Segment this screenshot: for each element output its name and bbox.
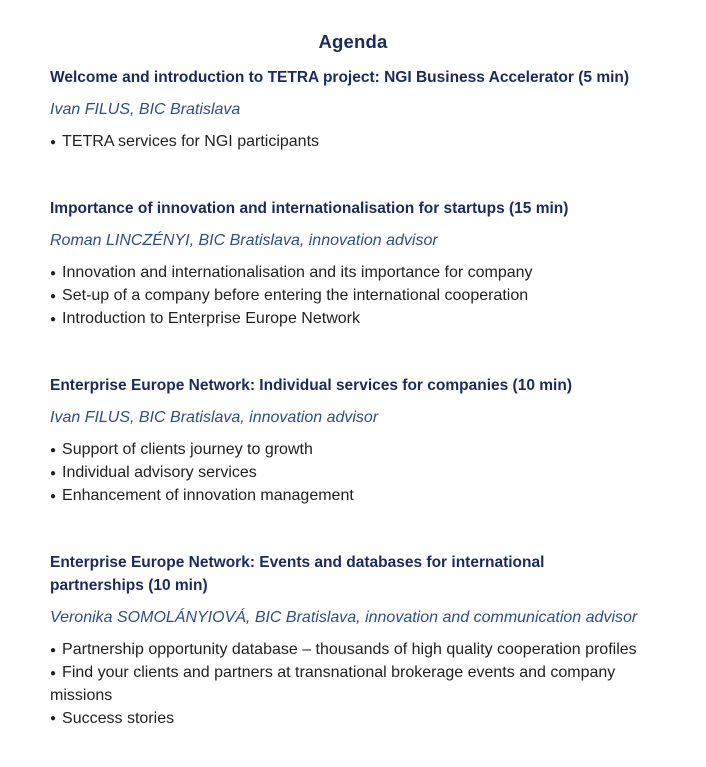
list-item — [50, 639, 656, 662]
bullet-list — [50, 639, 656, 731]
bullet-dot-icon: ● — [50, 267, 57, 279]
list-item — [50, 708, 656, 731]
agenda-section — [50, 197, 656, 331]
bullet-dot-icon: ● — [50, 644, 57, 656]
bullet-text: Find your clients and partners at transnational brokerage events and company missions — [50, 664, 616, 704]
bullet-dot-icon: ● — [50, 290, 57, 302]
bullet-dot-icon: ● — [50, 713, 57, 724]
section-heading: Enterprise Europe Network: Individual services for companies (10 min) — [50, 377, 572, 394]
bullet-text: TETRA services for NGI participants — [62, 133, 320, 150]
bullet-list — [50, 439, 656, 508]
page-title: Agenda — [318, 31, 388, 52]
speaker-line: Roman LINCZÉNYI, BIC Bratislava, innovation advisor — [50, 232, 438, 249]
bullet-list — [50, 262, 656, 331]
bullet-text: Partnership opportunity database – thousands of high quality cooperation profiles — [62, 641, 637, 658]
agenda-section — [50, 374, 656, 508]
bullet-dot-icon: ● — [50, 136, 57, 148]
bullet-dot-icon: ● — [50, 313, 57, 325]
speaker-line: Veronika SOMOLÁNYIOVÁ, BIC Bratislava, innovation and communication advisor — [50, 609, 638, 626]
list-item — [50, 308, 656, 331]
section-heading: Importance of innovation and internationalisation for startups (15 min) — [50, 200, 569, 217]
agenda-section — [50, 66, 656, 154]
bullet-text: Support of clients journey to growth — [62, 441, 313, 458]
speaker-line: Ivan FILUS, BIC Bratislava — [50, 101, 241, 118]
bullet-text: Innovation and internationalisation and its importance for company — [62, 264, 533, 281]
bullet-text: Set-up of a company before entering the international cooperation — [62, 287, 529, 304]
list-item — [50, 131, 656, 154]
list-item — [50, 485, 656, 508]
list-item — [50, 285, 656, 308]
bullet-text: Introduction to Enterprise Europe Network — [62, 310, 360, 327]
bullet-text: Enhancement of innovation management — [62, 487, 354, 504]
bullet-dot-icon: ● — [50, 490, 57, 502]
section-heading: Welcome and introduction to TETRA project: NGI Business Accelerator (5 min) — [50, 69, 630, 86]
bullet-dot-icon: ● — [50, 444, 57, 456]
list-item — [50, 662, 656, 708]
bullet-dot-icon: ● — [50, 467, 57, 479]
agenda-section — [50, 551, 656, 731]
bullet-dot-icon: ● — [50, 667, 57, 679]
list-item — [50, 262, 656, 285]
bullet-text: Individual advisory services — [62, 464, 257, 481]
bullet-text: Success stories — [62, 709, 175, 727]
list-item — [50, 439, 656, 462]
list-item — [50, 462, 656, 485]
bullet-list — [50, 131, 656, 154]
speaker-line: Ivan FILUS, BIC Bratislava, innovation advisor — [50, 409, 379, 426]
section-heading: Enterprise Europe Network: Events and databases for international partnerships (10 min) — [50, 554, 545, 594]
